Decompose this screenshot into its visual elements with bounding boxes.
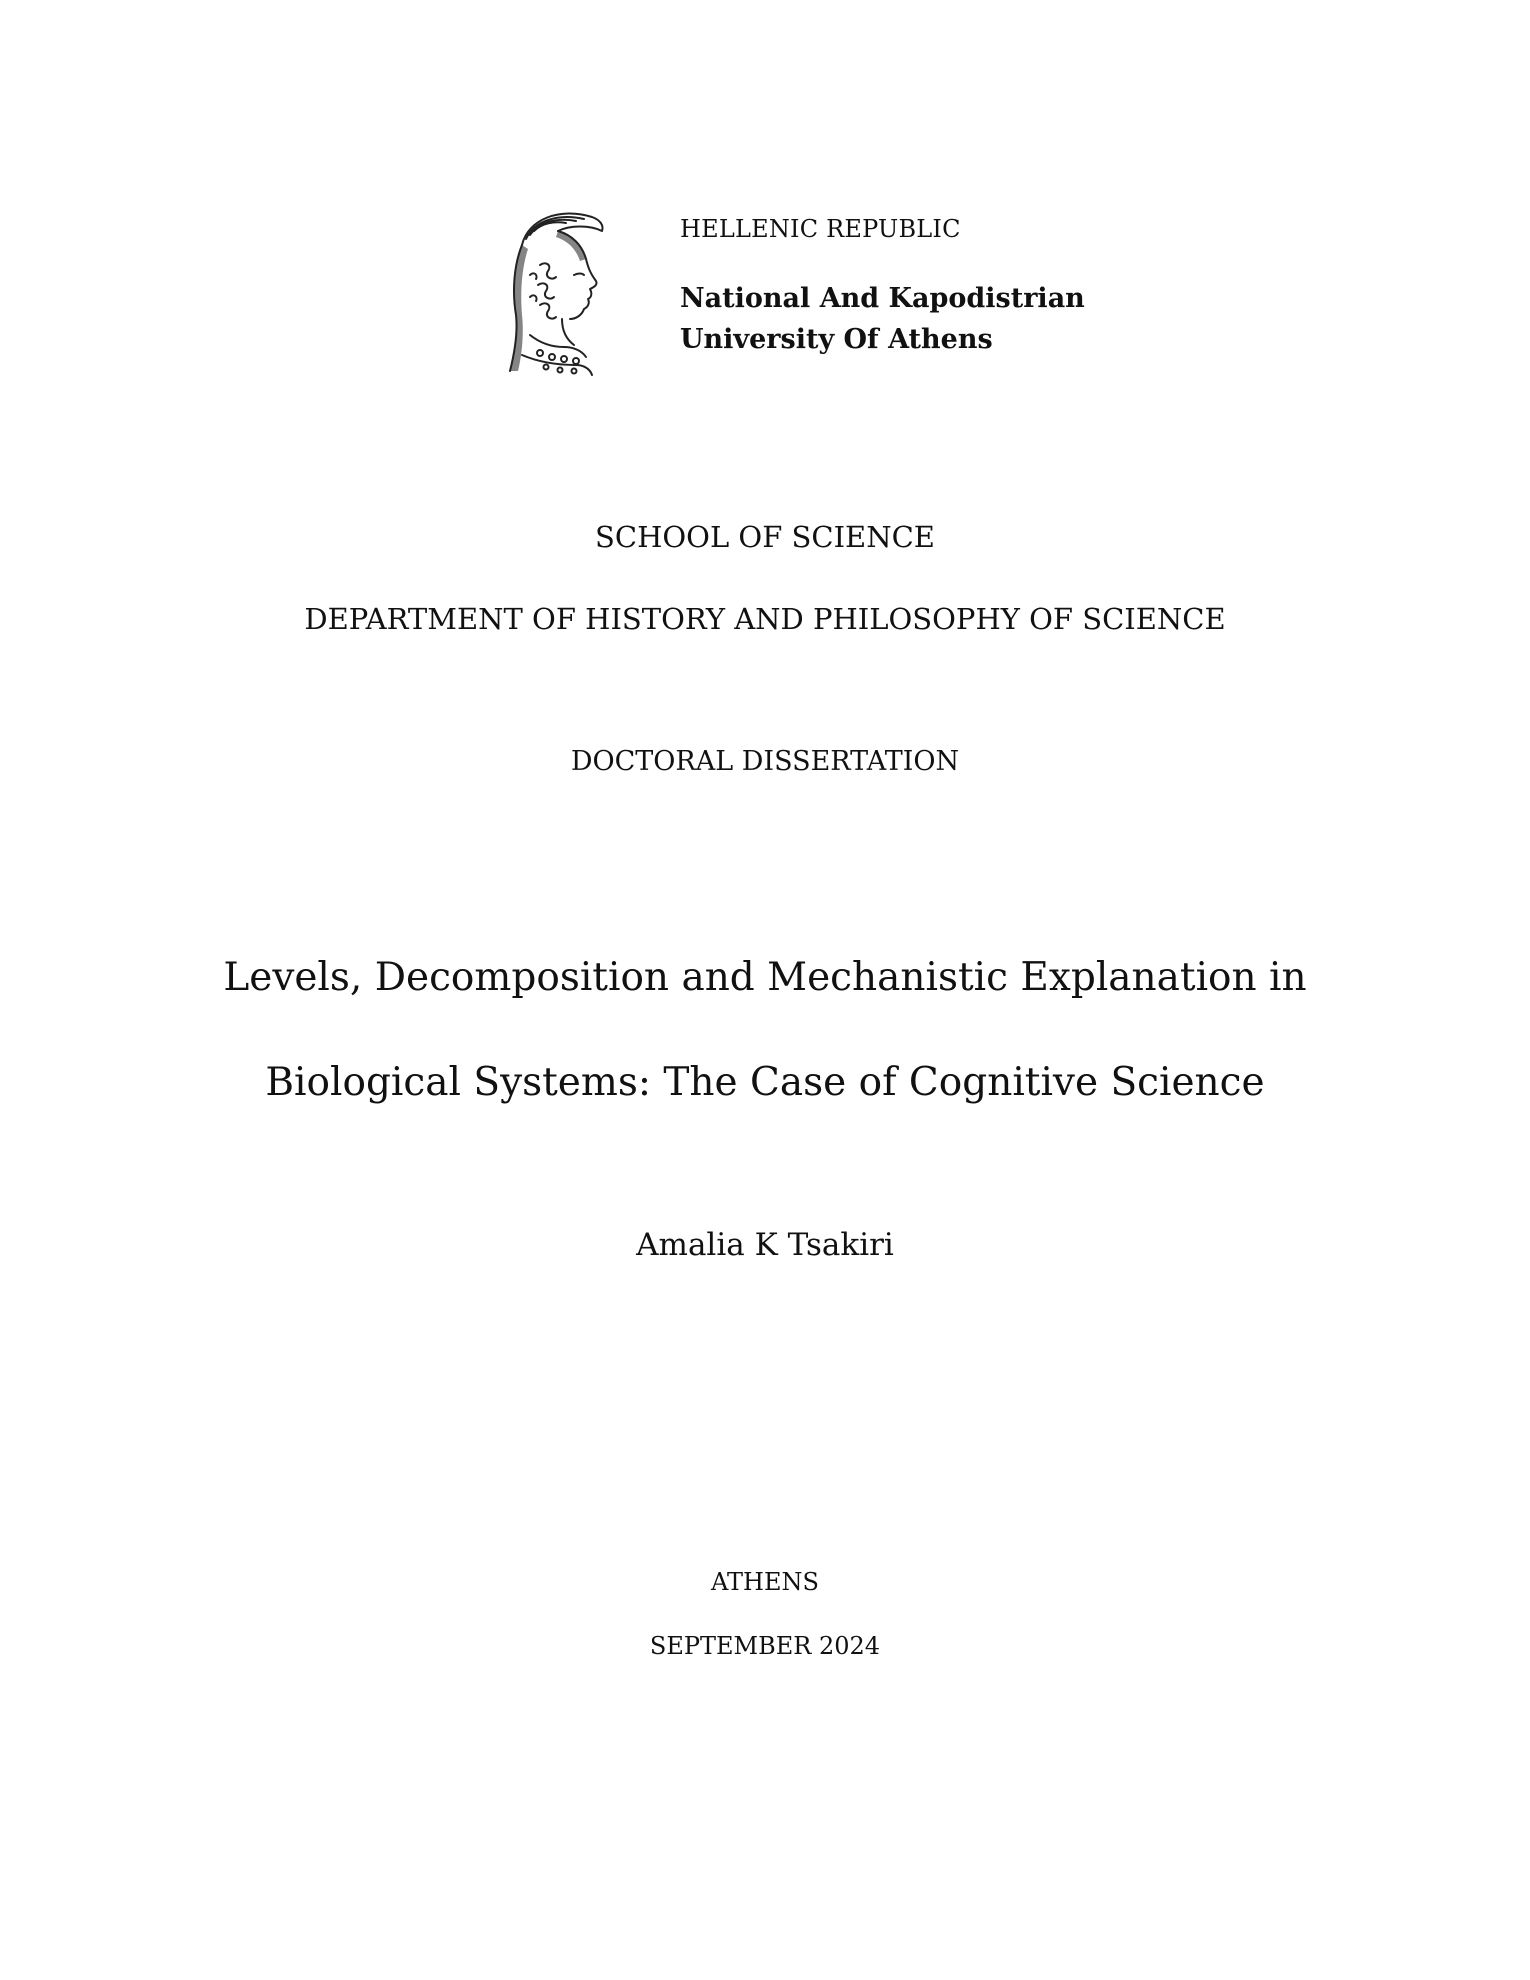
document-type: DOCTORAL DISSERTATION xyxy=(570,746,960,777)
university-header xyxy=(500,205,1120,380)
republic-label: HELLENIC REPUBLIC xyxy=(680,215,961,243)
department-name: DEPARTMENT OF HISTORY AND PHILOSOPHY OF SCIENCE xyxy=(304,602,1226,636)
date-label: SEPTEMBER 2024 xyxy=(649,1632,881,1660)
city-label: ATHENS xyxy=(711,1568,819,1596)
dissertation-title-line-1: Levels, Decomposition and Mechanistic Explanation in xyxy=(223,955,1307,1000)
athena-helmet-emblem-icon xyxy=(500,205,618,377)
university-name-line-1: National And Kapodistrian xyxy=(680,283,1085,314)
author-name: Amalia K Tsakiri xyxy=(636,1227,894,1263)
university-name-line-2: University Of Athens xyxy=(680,324,993,355)
dissertation-title-line-2: Biological Systems: The Case of Cognitive Science xyxy=(265,1060,1265,1105)
school-name: SCHOOL OF SCIENCE xyxy=(595,520,935,554)
